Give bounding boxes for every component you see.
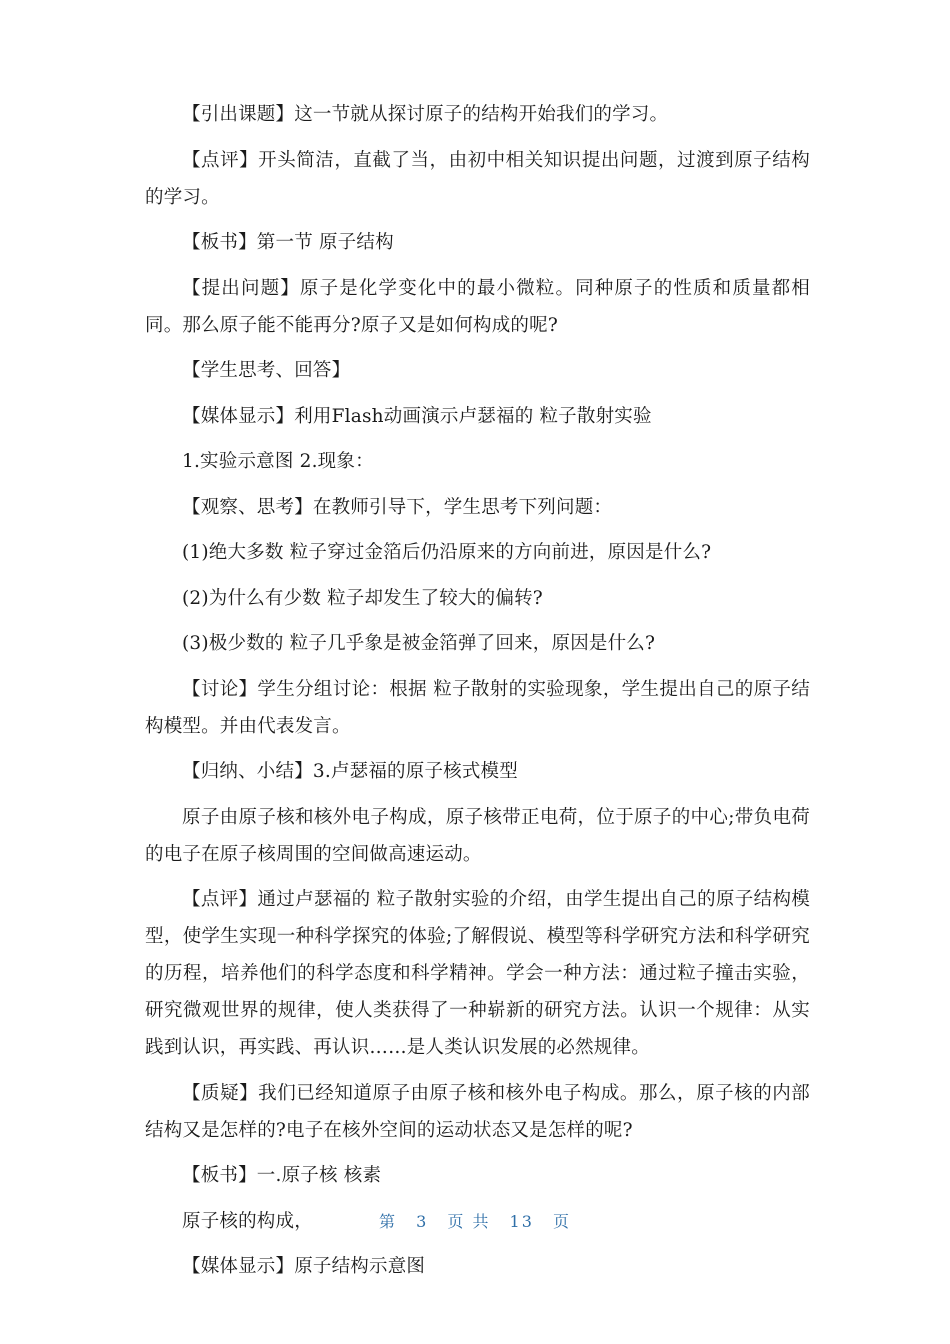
paragraph-media-diagram: 【媒体显示】原子结构示意图 — [182, 1256, 426, 1277]
paragraph-media-flash: 【媒体显示】利用Flash动画演示卢瑟福的 粒子散射实验 — [182, 405, 652, 427]
footer-suffix: 页 — [553, 1212, 572, 1231]
paragraph-student-think: 【学生思考、回答】 — [182, 360, 351, 381]
paragraph-nucleus-composition: 原子核的构成， — [182, 1210, 313, 1232]
paragraph-comment-2: 【点评】通过卢瑟福的 粒子散射实验的介绍，由学生提出自己的原子结构模型，使学生实现一种科学探究的体验;了解假说、模型等科学研究方法和科学研究的历程，培养他们的科学态度和科学精神。学会一种方法：通过粒子撞击实验，研究微观世界的规律，使人类获得了一种崭新的研究方法。认识一个规律：从实践到认识，再实践、再认识……是人类认识发展的必然规律。 — [145, 889, 810, 1058]
paragraph-summary: 【归纳、小结】3.卢瑟福的原子核式模型 — [182, 761, 518, 782]
footer-current-page: 3 — [416, 1212, 429, 1231]
paragraph-question-3: (3)极少数的 粒子几乎象是被金箔弹了回来，原因是什么? — [182, 633, 656, 654]
paragraph-observe-think: 【观察、思考】在教师引导下，学生思考下列问题： — [182, 496, 613, 518]
footer-total-pages: 13 — [509, 1212, 534, 1231]
paragraph-question: 【提出问题】原子是化学变化中的最小微粒。同种原子的性质和质量都相同。那么原子能不能再分?原子又是如何构成的呢? — [145, 277, 810, 336]
document-body — [145, 96, 810, 1294]
paragraph-board-section: 【板书】第一节 原子结构 — [182, 232, 394, 253]
paragraph-atom-model: 原子由原子核和核外电子构成，原子核带正电荷，位于原子的中心;带负电荷的电子在原子核周围的空间做高速运动。 — [145, 806, 810, 865]
paragraph-question-2: (2)为什么有少数 粒子却发生了较大的偏转? — [182, 587, 543, 609]
paragraph-board-nucleus: 【板书】一.原子核 核素 — [182, 1165, 382, 1186]
paragraph-experiment-items: 1.实验示意图 2.现象： — [182, 451, 374, 472]
paragraph-question-1: (1)绝大多数 粒子穿过金箔后仍沿原来的方向前进，原因是什么? — [182, 542, 712, 563]
paragraph-discussion: 【讨论】学生分组讨论：根据 粒子散射的实验现象，学生提出自己的原子结构模型。并由代表发言。 — [145, 678, 810, 737]
page-footer — [0, 1209, 950, 1232]
footer-middle: 页 共 — [447, 1212, 491, 1231]
paragraph-comment-1: 【点评】开头简洁，直截了当，由初中相关知识提出问题，过渡到原子结构的学习。 — [145, 149, 810, 208]
paragraph-intro-topic: 【引出课题】这一节就从探讨原子的结构开始我们的学习。 — [182, 104, 669, 125]
footer-prefix: 第 — [378, 1212, 397, 1231]
paragraph-doubt: 【质疑】我们已经知道原子由原子核和核外电子构成。那么，原子核的内部结构又是怎样的?电子在核外空间的运动状态又是怎样的呢? — [145, 1082, 810, 1141]
